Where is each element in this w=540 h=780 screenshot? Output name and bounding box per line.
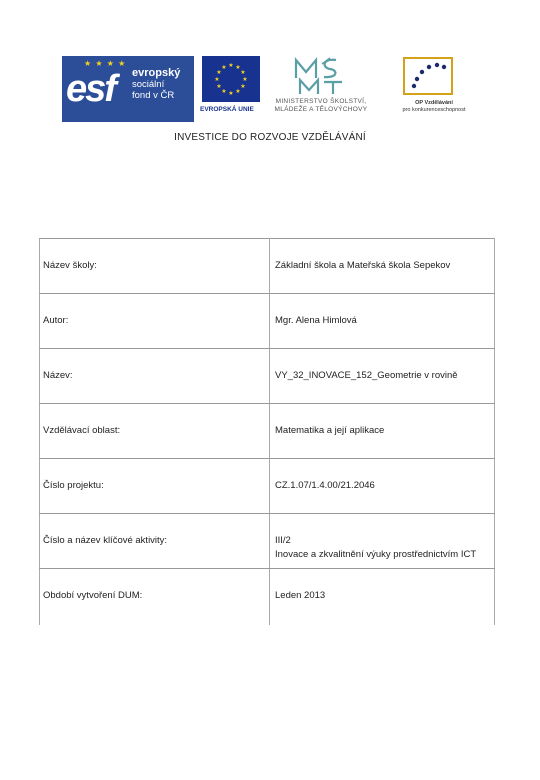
investice-banner: INVESTICE DO ROZVOJE VZDĚLÁVÁNÍ [174, 132, 366, 143]
svg-text:★: ★ [235, 64, 241, 71]
table-row [40, 239, 495, 294]
msmt-logo [264, 56, 374, 122]
row-value: Leden 2013 [270, 569, 495, 626]
esf-line-1: evropský [132, 67, 181, 79]
table-row [40, 514, 495, 569]
row-label: Vzdělávací oblast: [40, 404, 270, 459]
eu-logo [202, 56, 260, 122]
svg-text:★: ★ [216, 69, 222, 76]
svg-text:★: ★ [228, 62, 234, 69]
row-value: Základní škola a Mateřská škola Sepekov [270, 239, 495, 294]
row-value: CZ.1.07/1.4.00/21.2046 [270, 459, 495, 514]
opvk-subtitle: pro konkurenceschopnost [402, 107, 466, 113]
svg-text:★: ★ [235, 88, 241, 95]
logo-strip [62, 56, 472, 124]
esf-logo [62, 56, 194, 122]
opvk-caption [396, 100, 472, 114]
msmt-line-1: MINISTERSTVO ŠKOLSTVÍ, [275, 98, 367, 105]
svg-text:★: ★ [240, 83, 246, 90]
row-value-line-2: Inovace a zkvalitnění výuky prostřednictvím ICT [275, 549, 477, 560]
row-label: Název: [40, 349, 270, 404]
row-value: VY_32_INOVACE_152_Geometrie v rovině [270, 349, 495, 404]
esf-line-3: fond v ČR [132, 90, 175, 101]
svg-text:★: ★ [221, 88, 227, 95]
eu-flag-icon [202, 56, 260, 102]
document-info-table [39, 238, 495, 625]
esf-stars-icon: ★ ★ ★ ★ [84, 59, 127, 68]
esf-line-2: sociální [132, 79, 165, 90]
opvk-emblem-icon [402, 56, 454, 96]
svg-text:★: ★ [240, 69, 246, 76]
row-label: Název školy: [40, 239, 270, 294]
row-value: Mgr. Alena Himlová [270, 294, 495, 349]
msmt-line-2: MLÁDEŽE A TĚLOVÝCHOVY [274, 106, 368, 113]
table-row [40, 349, 495, 404]
row-label: Číslo projektu: [40, 459, 270, 514]
eu-stars-icon [202, 56, 260, 102]
msmt-emblem-icon [292, 56, 348, 96]
row-label: Období vytvoření DUM: [40, 569, 270, 626]
opvk-title: OP Vzdělávání [415, 100, 453, 106]
row-value: Matematika a její aplikace [270, 404, 495, 459]
msmt-caption [264, 98, 378, 114]
svg-text:★: ★ [228, 90, 234, 97]
row-value [270, 514, 495, 569]
table-row [40, 404, 495, 459]
row-label: Číslo a název klíčové aktivity: [40, 514, 270, 569]
esf-logo-text [132, 68, 192, 101]
svg-text:★: ★ [216, 83, 222, 90]
svg-text:★: ★ [242, 76, 248, 83]
row-value-line-1: III/2 [275, 535, 291, 546]
row-label: Autor: [40, 294, 270, 349]
table-row [40, 459, 495, 514]
table-row [40, 569, 495, 626]
eu-caption: EVROPSKÁ UNIE [200, 106, 254, 113]
esf-logo-mark: esf [66, 68, 115, 110]
table-row [40, 294, 495, 349]
svg-text:★: ★ [221, 64, 227, 71]
opvk-logo [396, 56, 476, 122]
svg-text:★: ★ [214, 76, 220, 83]
